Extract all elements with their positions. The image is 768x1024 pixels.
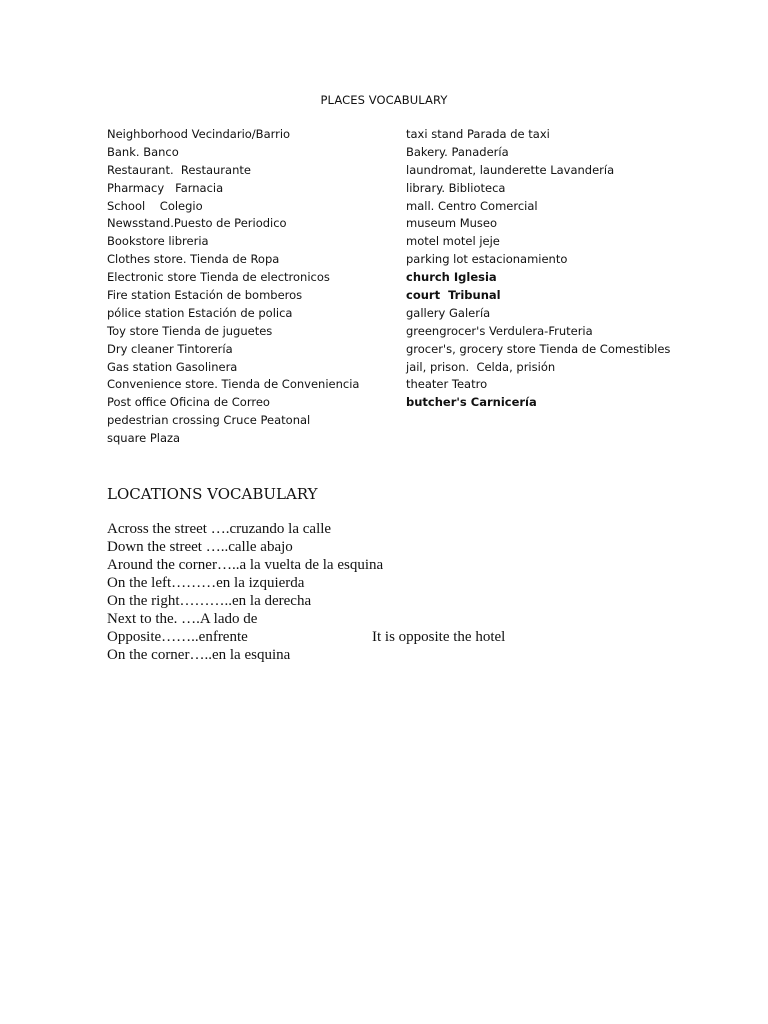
location-phrase: Next to the. ….A lado de <box>107 611 258 627</box>
vocab-item: library. Biblioteca <box>406 180 506 195</box>
vocab-item: taxi stand Parada de taxi <box>406 127 550 141</box>
vocab-item: Fire station Estación de bomberos <box>107 288 303 303</box>
vocab-item: Dry cleaner Tintorería <box>107 341 233 356</box>
vocab-item: Newsstand.Puesto de Periodico <box>107 216 287 231</box>
page-title: PLACES VOCABULARY <box>320 93 448 107</box>
location-phrase: Down the street …..calle abajo <box>107 539 293 555</box>
vocab-item: Bookstore libreria <box>107 234 209 249</box>
vocab-item: Toy store Tienda de juguetes <box>107 323 273 338</box>
vocab-item: church Iglesia <box>406 270 497 285</box>
vocab-item: Pharmacy Farnacia <box>107 180 224 195</box>
vocab-item: Neighborhood Vecindario/Barrio <box>107 127 291 141</box>
location-phrase: On the corner…..en la esquina <box>107 647 291 663</box>
places-right-column <box>406 126 726 412</box>
vocab-item: parking lot estacionamiento <box>406 252 568 267</box>
location-phrase: Around the corner…..a la vuelta de la esquina <box>107 557 384 573</box>
places-left-column <box>107 126 397 448</box>
vocab-item: Clothes store. Tienda de Ropa <box>107 252 280 267</box>
vocab-item: mall. Centro Comercial <box>406 198 538 213</box>
vocab-item: pólice station Estación de polica <box>107 305 293 320</box>
vocab-item: square Plaza <box>107 431 181 446</box>
vocab-item: court Tribunal <box>406 288 501 303</box>
vocab-item: Restaurant. Restaurante <box>107 162 251 177</box>
vocab-item: gallery Galería <box>406 305 491 320</box>
location-phrase: Opposite……..enfrente <box>107 629 248 645</box>
example-sentence: It is opposite the hotel <box>372 629 506 645</box>
vocab-item: Bakery. Panadería <box>406 144 509 159</box>
vocab-item: pedestrian crossing Cruce Peatonal <box>107 413 311 428</box>
vocab-item: greengrocer's Verdulera-Fruteria <box>406 323 593 338</box>
vocab-item: School Colegio <box>107 198 203 213</box>
vocab-item: Bank. Banco <box>107 144 179 159</box>
vocab-item: museum Museo <box>406 216 498 231</box>
vocab-item: butcher's Carnicería <box>406 395 537 410</box>
vocab-item: jail, prison. Celda, prisión <box>406 359 556 374</box>
vocab-item: Electronic store Tienda de electronicos <box>107 270 330 285</box>
location-phrase: On the left………en la izquierda <box>107 575 305 591</box>
location-phrase: Across the street ….cruzando la calle <box>107 521 332 537</box>
location-phrase: On the right………..en la derecha <box>107 593 312 609</box>
vocab-item: Gas station Gasolinera <box>107 359 238 374</box>
vocab-item: grocer's, grocery store Tienda de Comestibles <box>406 341 671 356</box>
locations-heading: LOCATIONS VOCABULARY <box>107 485 318 503</box>
vocab-item: Post office Oficina de Correo <box>107 395 270 410</box>
vocab-item: theater Teatro <box>406 377 488 392</box>
vocab-item: laundromat, launderette Lavandería <box>406 162 615 177</box>
locations-list <box>107 520 383 664</box>
vocab-item: motel motel jeje <box>406 234 500 249</box>
vocab-item: Convenience store. Tienda de Conveniencia <box>107 377 360 392</box>
